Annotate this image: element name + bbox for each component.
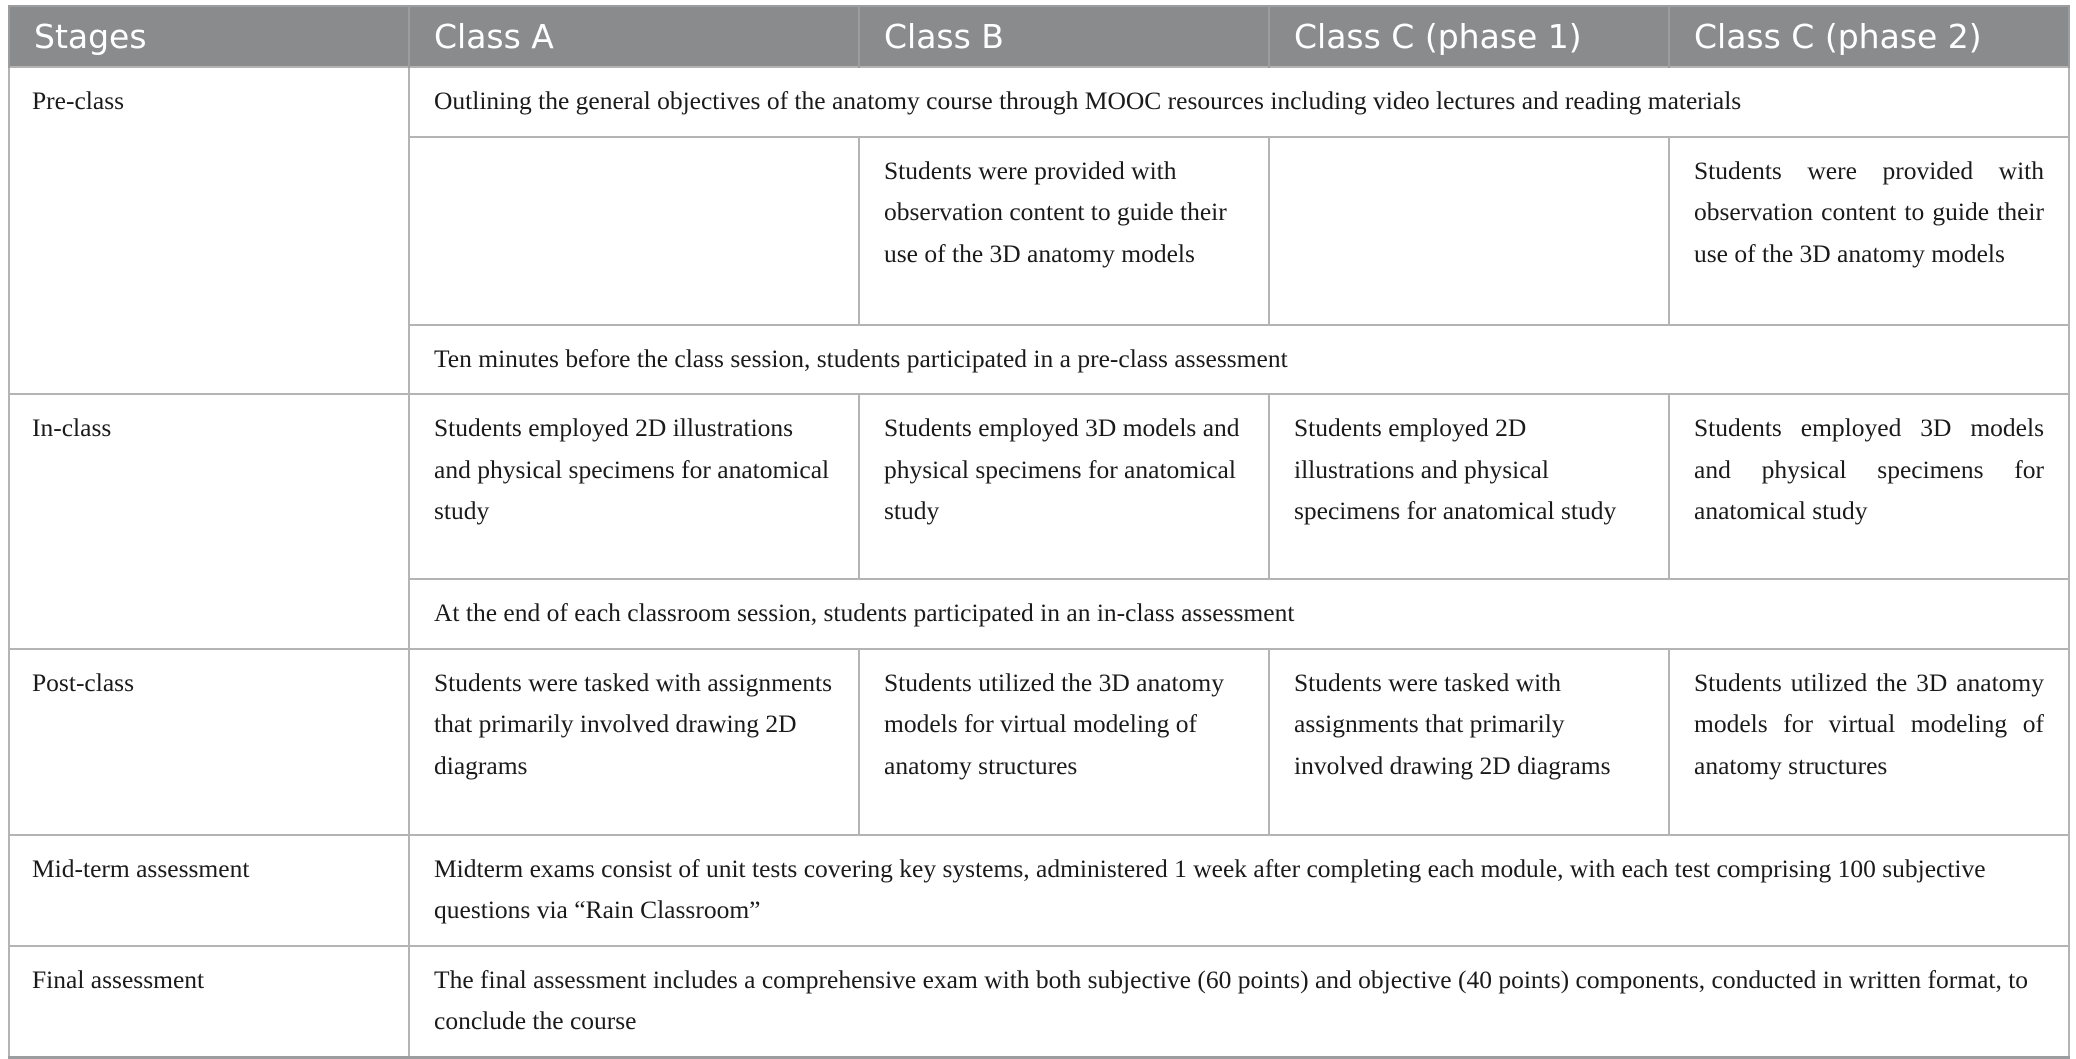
pre-class-class-c2: Students were provided with observation content to guide their use of the 3D anatomy models <box>1669 137 2069 325</box>
header-class-b: Class B <box>859 6 1269 67</box>
pre-class-class-c1 <box>1269 137 1669 325</box>
table-row <box>9 67 2069 137</box>
post-class-class-c2: Students utilized the 3D anatomy models for virtual modeling of anatomy structures <box>1669 649 2069 835</box>
pre-class-assessment: Ten minutes before the class session, students participated in a pre-class assessment <box>409 325 2069 395</box>
header-class-c-phase-1: Class C (phase 1) <box>1269 6 1669 67</box>
stage-in-class: In-class <box>9 394 409 649</box>
table-row <box>9 394 2069 579</box>
table-row <box>9 649 2069 835</box>
post-class-class-c1: Students were tasked with assignments that primarily involved drawing 2D diagrams <box>1269 649 1669 835</box>
header-class-c-phase-2: Class C (phase 2) <box>1669 6 2069 67</box>
stage-mid-term-assessment: Mid-term assessment <box>9 835 409 946</box>
pre-class-objectives: Outlining the general objectives of the anatomy course through MOOC resources including video lectures and reading materials <box>409 67 2069 137</box>
header-class-a: Class A <box>409 6 859 67</box>
pre-class-class-b: Students were provided with observation content to guide their use of the 3D anatomy models <box>859 137 1269 325</box>
in-class-class-c1: Students employed 2D illustrations and physical specimens for anatomical study <box>1269 394 1669 579</box>
stage-post-class: Post-class <box>9 649 409 835</box>
post-class-class-a: Students were tasked with assignments that primarily involved drawing 2D diagrams <box>409 649 859 835</box>
stage-pre-class: Pre-class <box>9 67 409 394</box>
post-class-class-b: Students utilized the 3D anatomy models for virtual modeling of anatomy structures <box>859 649 1269 835</box>
header-row <box>9 6 2069 67</box>
header-stages: Stages <box>9 6 409 67</box>
table-row <box>9 946 2069 1058</box>
stage-final-assessment: Final assessment <box>9 946 409 1058</box>
teaching-design-table <box>8 5 2070 1059</box>
in-class-assessment: At the end of each classroom session, students participated in an in-class assessment <box>409 579 2069 649</box>
in-class-class-a: Students employed 2D illustrations and physical specimens for anatomical study <box>409 394 859 579</box>
in-class-class-c2: Students employed 3D models and physical specimens for anatomical study <box>1669 394 2069 579</box>
mid-term-description: Midterm exams consist of unit tests covering key systems, administered 1 week after completing each module, with each test comprising 100 subjective questions via “Rain Classroom” <box>409 835 2069 946</box>
table-container <box>8 5 2068 1059</box>
final-description: The final assessment includes a comprehensive exam with both subjective (60 points) and objective (40 points) components, conducted in written format, to conclude the course <box>409 946 2069 1058</box>
pre-class-class-a <box>409 137 859 325</box>
table-row <box>9 835 2069 946</box>
in-class-class-b: Students employed 3D models and physical specimens for anatomical study <box>859 394 1269 579</box>
